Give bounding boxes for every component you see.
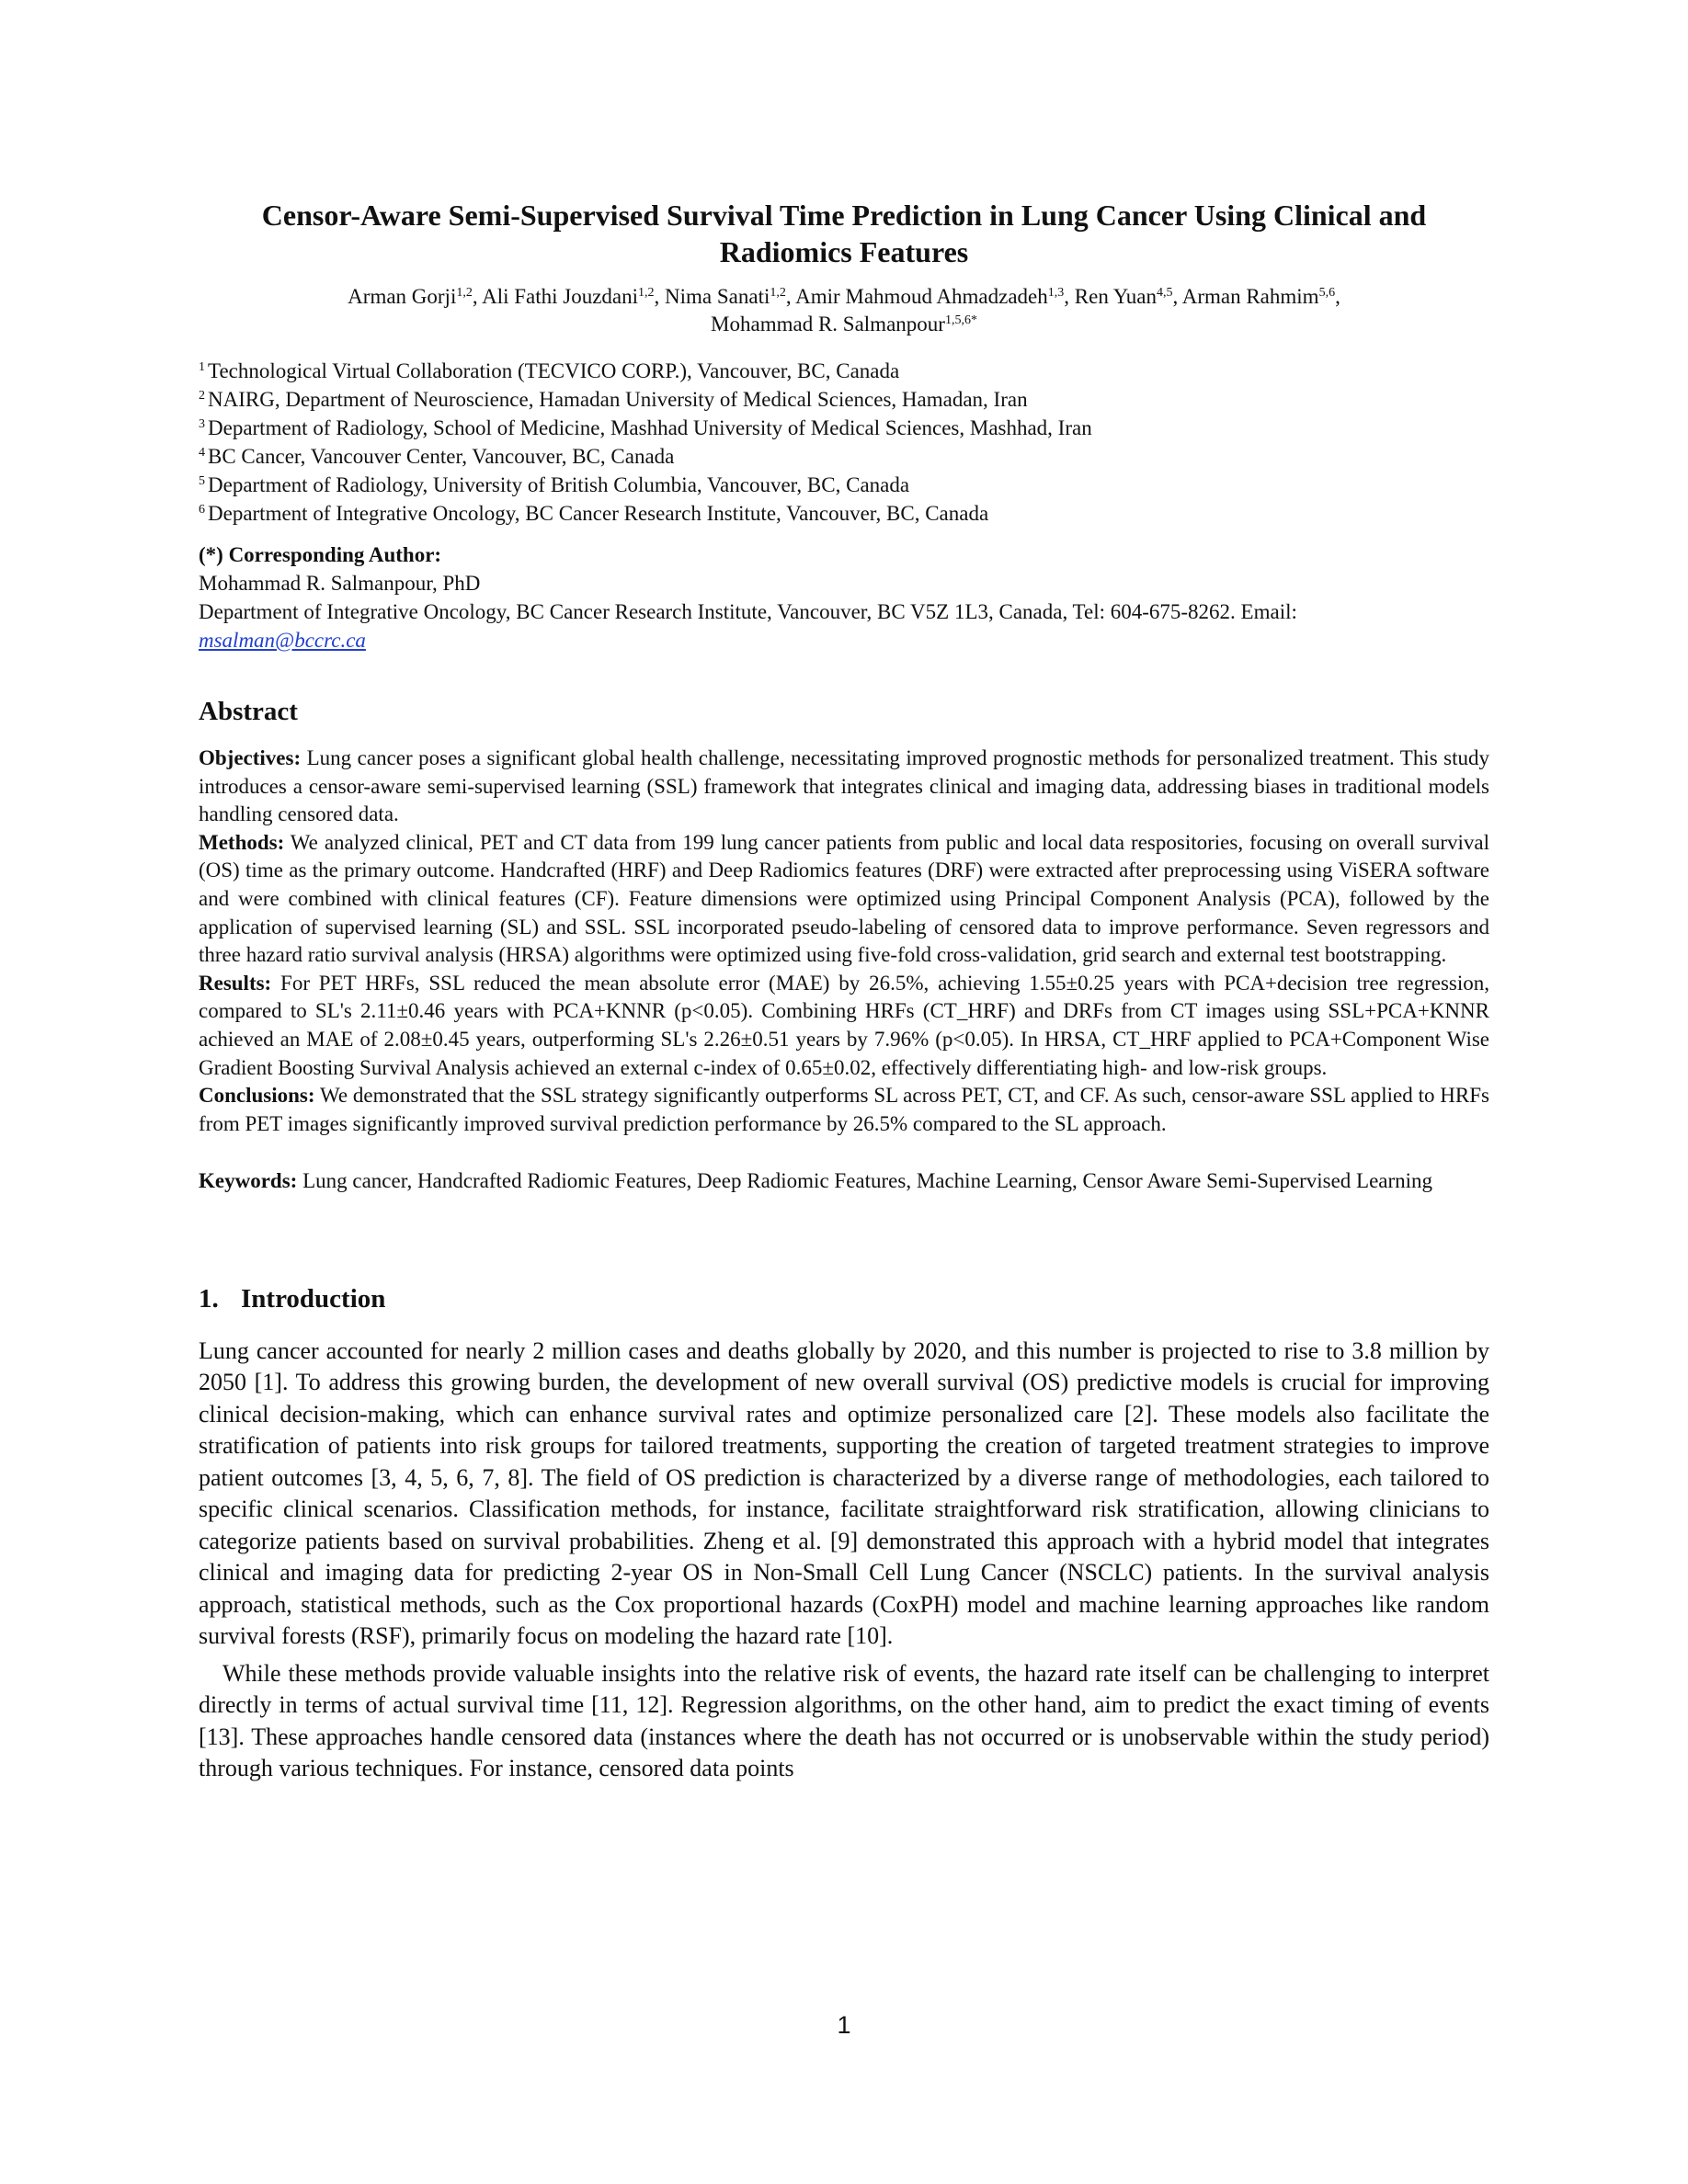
email-link[interactable]: msalman@bccrc.ca bbox=[199, 629, 366, 652]
abstract-methods: Methods: We analyzed clinical, PET and CT data from 199 lung cancer patients from public and local data respositories, focusing on overall survival (OS) time as the primary outcome. Handcrafted (HRF) and Deep Radiomics features (DRF) were extracted after preprocessing using ViSERA software and were combined with clinical features (CF). Feature dimensions were optimized using Principal Component Analysis (PCA), followed by the application of supervised learning (SL) and SSL. SSL incorporated pseudo-labeling of censored data to improve performance. Seven regressors and three hazard ratio survival analysis (HRSA) algorithms were optimized using five-fold cross-validation, grid search and external test bootstrapping. bbox=[199, 830, 1489, 967]
affiliation: $^6$ Department of Integrative Oncology, BC Cancer Research Institute, Vancouver, BC, Canada bbox=[199, 502, 989, 525]
abstract-objectives: Objectives: Lung cancer poses a significant global health challenge, necessitating improved prognostic methods for personalized treatment. This study introduces a censor-aware semi-supervised learning (SSL) framework that integrates clinical and imaging data, addressing biases in traditional models handling censored data. bbox=[199, 746, 1489, 826]
introduction-body bbox=[199, 1336, 1489, 1785]
corresponding-author bbox=[199, 540, 1489, 654]
corresponding-name: Mohammad R. Salmanpour, PhD bbox=[199, 572, 481, 595]
page-number: 1 bbox=[837, 2011, 851, 2039]
author: Nima Sanati$^{1,2}$, bbox=[665, 285, 796, 308]
keywords: Keywords: Lung cancer, Handcrafted Radiomic Features, Deep Radiomic Features, Machine Learning, Censor Aware Semi-Supervised Learning bbox=[199, 1169, 1433, 1193]
author: Amir Mahmoud Ahmadzadeh$^{1,3}$, bbox=[795, 285, 1075, 308]
abstract-heading: Abstract bbox=[199, 697, 298, 726]
paper-page bbox=[199, 197, 1489, 1785]
author-list bbox=[199, 283, 1489, 338]
abstract-conclusions: Conclusions: We demonstrated that the SSL strategy significantly outperforms SL across PET, CT, and CF. As such, censor-aware SSL applied to HRFs from PET images significantly improved survival prediction performance by 26.5% compared to the SL approach. bbox=[199, 1084, 1489, 1135]
paragraph: While these methods provide valuable insights into the relative risk of events, the hazard rate itself can be challenging to interpret directly in terms of actual survival time [11, 12]. Regression algorithms, on the other hand, aim to predict the exact timing of events [13]. These approaches handle censored data (instances where the death has not occurred or is unobservable within the study period) through various techniques. For instance, censored data points bbox=[199, 1659, 1489, 1782]
author: Mohammad R. Salmanpour$^{1,5,6*}$ bbox=[711, 313, 977, 336]
abstract-body bbox=[199, 745, 1489, 1138]
corresponding-heading: (*) Corresponding Author: bbox=[199, 543, 442, 566]
paper-title: Censor-Aware Semi-Supervised Survival Time Prediction in Lung Cancer Using Clinical and Radiomics Features bbox=[261, 199, 1427, 268]
abstract-results: Results: For PET HRFs, SSL reduced the mean absolute error (MAE) by 26.5%, achieving 1.55±0.25 years with PCA+decision tree regression, compared to SL's 2.11±0.46 years with PCA+KNNR (p<0.05). Combining HRFs (CT_HRF) and DRFs from CT images using SSL+PCA+KNNR achieved an MAE of 2.08±0.45 years, outperforming SL's 2.26±0.51 years by 7.96% (p<0.05). In HRSA, CT_HRF applied to PCA+Component Wise Gradient Boosting Survival Analysis achieved an external c-index of 0.65±0.02, effectively differentiating high- and low-risk groups. bbox=[199, 971, 1489, 1079]
paragraph: Lung cancer accounted for nearly 2 million cases and deaths globally by 2020, and this number is projected to rise to 3.8 million by 2050 [1]. To address this growing burden, the development of new overall survival (OS) predictive models is crucial for improving clinical decision-making, which can enhance survival rates and optimize personalized care [2]. These models also facilitate the stratification of patients into risk groups for tailored treatments, supporting the creation of targeted treatment strategies to improve patient outcomes [3, 4, 5, 6, 7, 8]. The field of OS prediction is characterized by a diverse range of methodologies, each tailored to specific clinical scenarios. Classification methods, for instance, facilitate straightforward risk stratification, allowing clinicians to categorize patients based on survival probabilities. Zheng et al. [9] demonstrated this approach with a hybrid model that integrates clinical and imaging data for predicting 2-year OS in Non-Small Cell Lung Cancer (NSCLC) patients. In the survival analysis approach, statistical methods, such as the Cox proportional hazards (CoxPH) model and machine learning approaches like random survival forests (RSF), primarily focus on modeling the hazard rate [10]. bbox=[199, 1337, 1489, 1650]
affiliation: $^2$ NAIRG, Department of Neuroscience, Hamadan University of Medical Sciences, Hamadan, Iran bbox=[199, 388, 1028, 411]
affiliation: $^3$ Department of Radiology, School of Medicine, Mashhad University of Medical Sciences, Mashhad, Iran bbox=[199, 416, 1092, 439]
section-heading-introduction: 1. Introduction bbox=[199, 1283, 386, 1314]
affiliation-list bbox=[199, 357, 1489, 528]
affiliation: $^5$ Department of Radiology, University of British Columbia, Vancouver, BC, Canada bbox=[199, 473, 910, 496]
affiliation: $^4$ BC Cancer, Vancouver Center, Vancouver, BC, Canada bbox=[199, 445, 675, 468]
corresponding-address: Department of Integrative Oncology, BC Cancer Research Institute, Vancouver, BC V5Z 1L3, Canada, Tel: 604-675-8262. Email: msalman@bccrc.ca bbox=[199, 600, 1297, 652]
author: Ren Yuan$^{4,5}$, bbox=[1074, 285, 1182, 308]
author: Arman Gorji$^{1,2}$, bbox=[348, 285, 483, 308]
affiliation: $^1$ Technological Virtual Collaboration (TECVICO CORP.), Vancouver, BC, Canada bbox=[199, 359, 900, 382]
author: Arman Rahmim$^{5,6}$, bbox=[1181, 285, 1340, 308]
author: Ali Fathi Jouzdani$^{1,2}$, bbox=[482, 285, 666, 308]
